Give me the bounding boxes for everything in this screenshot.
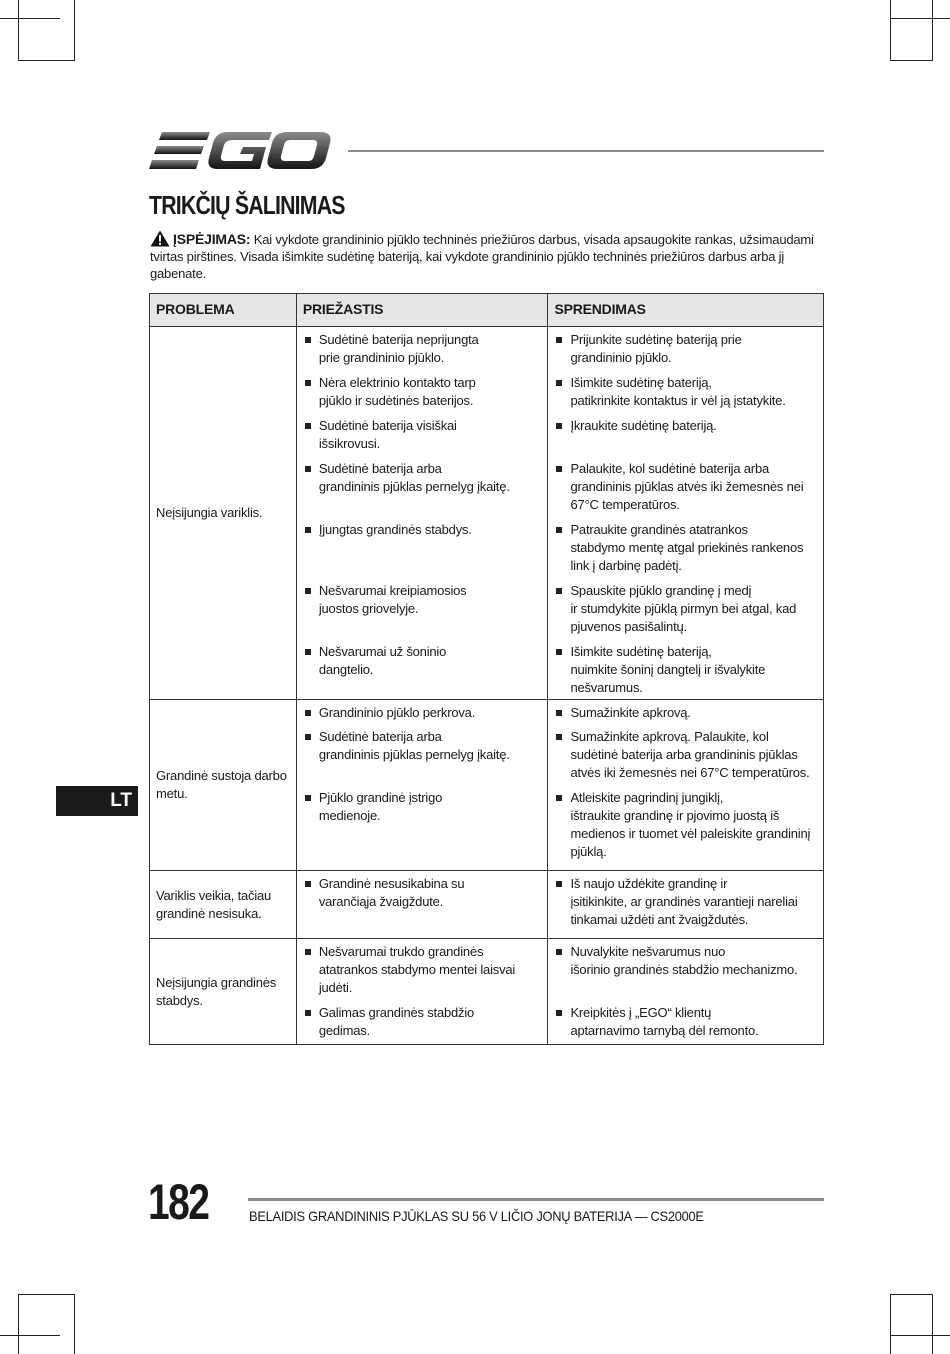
problem-cell — [150, 700, 297, 871]
header-problem: PROBLEMA — [150, 294, 297, 327]
cause-item: Sudėtinė baterija arba grandininis pjūklas pernelyg įkaitę. — [297, 460, 548, 521]
page-title: TRIKČIŲ ŠALINIMAS — [149, 190, 345, 220]
table-row — [150, 871, 824, 939]
crop-mark — [18, 1294, 75, 1295]
solution-item: Palaukite, kol sudėtinė baterija arba grandininis pjūklas atvės iki žemesnės nei 67°C temperatūros. — [548, 460, 823, 521]
crop-mark — [890, 1335, 950, 1336]
crop-mark — [932, 0, 933, 60]
crop-mark — [932, 1294, 933, 1354]
solution-cell — [548, 327, 824, 700]
cause-item: Sudėtinė baterija neprijungta prie grandininio pjūklo. — [297, 331, 548, 374]
warning-label: ĮSPĖJIMAS: — [173, 231, 251, 247]
cause-item: Sudėtinė baterija arba grandininis pjūklas pernelyg įkaitę. — [297, 728, 548, 789]
warning-text: Kai vykdote grandininio pjūklo techninės priežiūros darbus, visada apsaugokite rankas, užsimaudami tvirtas pirštines. Visada išimkite sudėtinę bateriją, kai vykdote grandininio pjūklo techninės priežiūros darbus arba jį gabenate. — [150, 232, 814, 281]
cause-item: Nėra elektrinio kontakto tarp pjūklo ir sudėtinės baterijos. — [297, 374, 548, 417]
cause-item: Grandinė nesusikabina su varančiąja žvaigždute. — [297, 875, 548, 936]
crop-mark — [18, 1294, 19, 1354]
crop-mark — [0, 18, 60, 19]
problem-text: Variklis veikia, tačiau grandinė nesisuka. — [156, 887, 272, 921]
solution-item: Iš naujo uždėkite grandinę ir įsitikinkite, ar grandinės varantieji nareliai tinkamai uždėti ant žvaigždutės. — [548, 875, 823, 936]
solution-cell — [548, 700, 824, 871]
problem-cell — [150, 939, 297, 1045]
cause-item: Galimas grandinės stabdžio gedimas. — [297, 1004, 548, 1042]
cause-item: Nešvarumai už šoninio dangtelio. — [297, 643, 548, 697]
cause-cell — [296, 939, 548, 1045]
solution-item: Patraukite grandinės atatrankos stabdymo mentę atgal priekinės rankenos link į darbinę padėtį. — [548, 521, 823, 582]
crop-mark — [890, 18, 950, 19]
crop-mark — [0, 1335, 60, 1336]
troubleshooting-table — [149, 293, 824, 1045]
page-number: 182 — [148, 1174, 209, 1230]
solution-item: Įkraukite sudėtinę bateriją. — [548, 417, 823, 460]
problem-text: Grandinė sustoja darbo metu. — [156, 768, 287, 801]
table-header-row — [150, 294, 824, 327]
cause-item: Sudėtinė baterija visiškai išsikrovusi. — [297, 417, 548, 460]
table-row — [150, 700, 824, 871]
crop-mark — [890, 0, 891, 60]
crop-mark — [18, 0, 19, 60]
crop-mark — [74, 0, 75, 60]
cause-item: Pjūklo grandinė įstrigo medienoje. — [297, 789, 548, 868]
cause-item: Nešvarumai trukdo grandinės atatrankos stabdymo mentei laisvai judėti. — [297, 943, 548, 1004]
solution-item: Sumažinkite apkrovą. Palaukite, kol sudėtinė baterija arba grandininis pjūklas atvės iki žemesnės nei 67°C temperatūros. — [548, 728, 823, 789]
cause-cell — [296, 871, 548, 939]
solution-item: Sumažinkite apkrovą. — [548, 704, 823, 728]
solution-item: Kreipkitės į „EGO“ klientų aptarnavimo tarnybą dėl remonto. — [548, 1004, 823, 1042]
table-body — [150, 327, 824, 1045]
solution-cell — [548, 871, 824, 939]
solution-item: Nuvalykite nešvarumus nuo išorinio grandinės stabdžio mechanizmo. — [548, 943, 823, 1004]
table-row — [150, 939, 824, 1045]
solution-item: Išimkite sudėtinę bateriją, nuimkite šoninį dangtelį ir išvalykite nešvarumus. — [548, 643, 823, 697]
crop-mark — [890, 1294, 933, 1295]
crop-mark — [890, 1294, 891, 1354]
ego-logo — [148, 128, 333, 174]
warning-triangle-icon — [150, 230, 170, 247]
footer-rule — [248, 1198, 824, 1201]
warning-notice — [150, 230, 825, 282]
table-row — [150, 327, 824, 700]
cause-item: Grandininio pjūklo perkrova. — [297, 704, 548, 728]
cause-cell — [296, 700, 548, 871]
solution-cell — [548, 939, 824, 1045]
solution-item: Spauskite pjūklo grandinę į medį ir stumdykite pjūklą pirmyn bei atgal, kad pjuvenos pasišalintų. — [548, 582, 823, 643]
crop-mark — [890, 60, 933, 61]
crop-mark — [74, 1294, 75, 1354]
header-solution: SPRENDIMAS — [548, 294, 824, 327]
problem-cell — [150, 327, 297, 700]
solution-item: Prijunkite sudėtinę bateriją prie grandininio pjūklo. — [548, 331, 823, 374]
solution-item: Atleiskite pagrindinį jungiklį, ištraukite grandinę ir pjovimo juostą iš medienos ir tuomet vėl paleiskite grandininį pjūklą. — [548, 789, 823, 868]
problem-text: Neįsijungia grandinės stabdys. — [156, 974, 277, 1008]
problem-cell — [150, 871, 297, 939]
problem-text: Neįsijungia variklis. — [156, 505, 263, 520]
header-rule — [348, 150, 824, 152]
crop-mark — [18, 60, 75, 61]
language-tab: LT — [56, 786, 138, 816]
cause-cell — [296, 327, 548, 700]
cause-item: Įjungtas grandinės stabdys. — [297, 521, 548, 582]
solution-item: Išimkite sudėtinę bateriją, patikrinkite kontaktus ir vėl ją įstatykite. — [548, 374, 823, 417]
cause-item: Nešvarumai kreipiamosios juostos griovelyje. — [297, 582, 548, 643]
header-cause: PRIEŽASTIS — [296, 294, 548, 327]
footer-text: BELAIDIS GRANDININIS PJŪKLAS SU 56 V LIČIO JONŲ BATERIJA — CS2000E — [249, 1208, 704, 1224]
